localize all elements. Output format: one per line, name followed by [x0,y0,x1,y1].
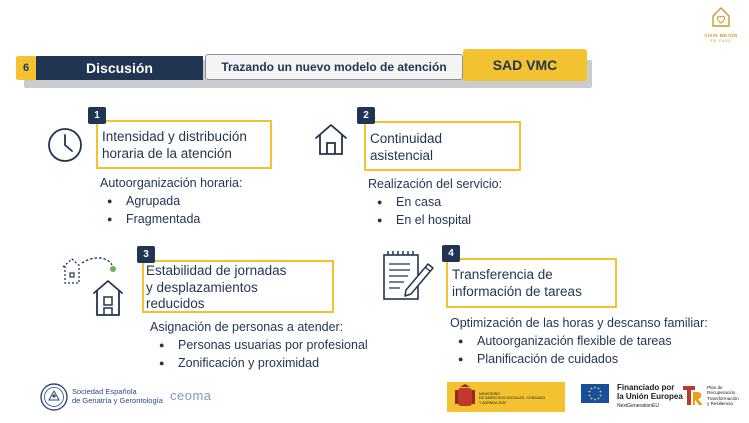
item-2-title-line2: asistencial [370,148,434,163]
houses-route-icon [60,255,130,319]
plan-line2: Recuperación, [707,390,737,396]
plan-line4: y Resiliencia [707,401,733,407]
section-tag: SAD VMC [463,49,587,81]
section-subtitle: Trazando un nuevo modelo de atención [205,54,463,80]
ministerio-line1: MINISTERIO [479,392,500,396]
item-3-title-line2: y desplazamientos [146,279,258,295]
item-3-title-box [142,260,334,313]
item-1-title-line1: Intensidad y distribución [102,129,247,144]
item-3-title-line3: reducidos [146,296,205,311]
item-1-bullets [100,192,200,228]
house-heart-icon [711,6,731,28]
segg-name [72,388,163,405]
item-2-bullets [370,193,471,229]
house-icon [313,121,349,157]
item-4-badge: 4 [442,245,460,262]
plan-line1: Plan de [707,385,723,390]
brand-line2: EN CASA [710,39,732,43]
item-1-badge: 1 [88,107,106,124]
ministerio-line2: DE DERECHOS SOCIALES, CONSUMO [479,396,546,401]
section-title: Discusión [36,56,203,80]
item-2-badge: 2 [357,107,375,124]
list-item: ● Planificación de cuidados [451,350,672,368]
ceoma-logo: ceoma [170,388,212,403]
item-1-subtitle: Autoorganización horaria: [100,176,243,190]
list-item: ● Agrupada [100,192,200,210]
item-4-title-line2: información de tareas [452,284,582,299]
list-item: ● En casa [370,193,471,211]
item-2-title-box [364,121,521,171]
ministerio-line3: Y AGENDA 2030 [479,400,507,405]
list-item: ● Zonificación y proximidad [152,354,368,372]
eu-funding-text [617,383,683,401]
item-3-title-line1: Estabilidad de jornadas [146,263,287,278]
recovery-plan-logo [681,383,705,407]
brand-logo [700,6,742,46]
item-2-title-line1: Continuidad [370,131,443,146]
clock-icon [47,127,83,163]
item-3-subtitle: Asignación de personas a atender: [150,320,344,334]
eu-next-generation: NextGenerationEU [617,403,659,409]
segg-line1: Sociedad Española [72,387,137,396]
list-item: ● Autoorganización flexible de tareas [451,332,672,350]
notepad-pen-icon [380,250,438,304]
coat-of-arms-icon [454,384,476,410]
item-4-title-line1: Transferencia de [452,267,553,282]
item-3-badge: 3 [137,246,155,263]
eu-line2: la Unión Europea [617,392,683,401]
item-4-bullets [451,332,672,368]
list-item: ● Personas usuarias por profesional [152,336,368,354]
item-4-subtitle: Optimización de las horas y descanso familiar: [450,316,708,330]
eu-flag-icon [581,384,609,403]
item-4-title-box [446,258,617,308]
segg-line2: de Geriatría y Gerontología [72,395,163,405]
brand-line1: VIVIR MEJOR [704,33,738,38]
list-item: ● En el hospital [370,211,471,229]
list-item: ● Fragmentada [100,210,200,228]
ministerio-text [479,392,559,405]
plan-line3: Transformación [707,395,739,401]
section-number: 6 [16,56,36,80]
item-2-subtitle: Realización del servicio: [368,177,503,191]
item-3-bullets [152,336,368,372]
item-1-title-box [96,120,272,169]
segg-seal-logo [38,382,70,412]
recovery-plan-text [707,385,739,407]
eu-line1: Financiado por [617,383,675,392]
item-1-title-line2: horaria de la atención [102,146,232,161]
